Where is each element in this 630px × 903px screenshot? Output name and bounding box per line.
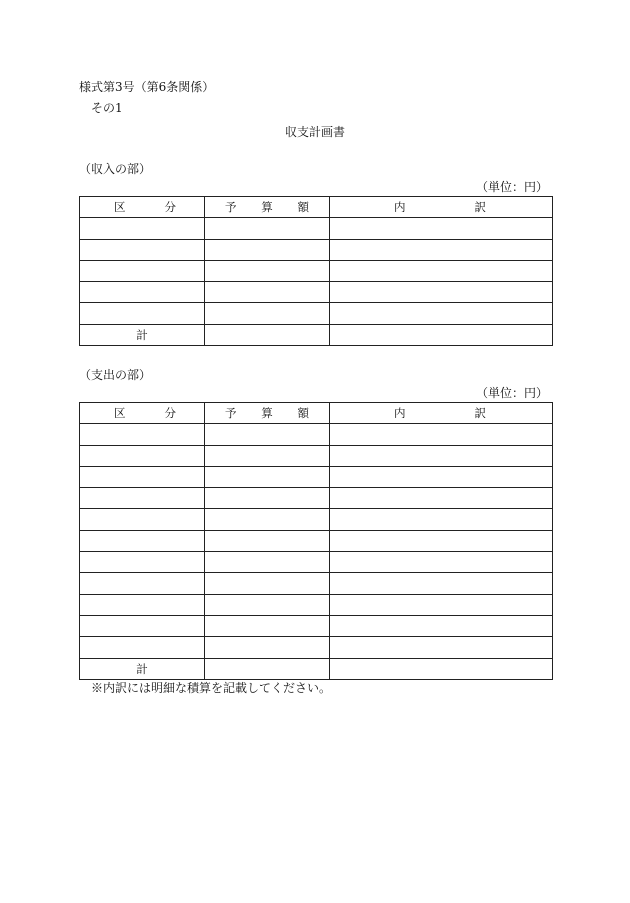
table-row (80, 424, 553, 445)
income-total-row (80, 324, 553, 345)
header-naiyo-char: 内 (394, 406, 406, 421)
header-naiyo (330, 403, 553, 424)
cell-yosan[interactable] (205, 573, 330, 594)
cell-naiyo[interactable] (330, 303, 553, 324)
header-yosan-char: 予 (225, 406, 237, 421)
cell-naiyo[interactable] (330, 488, 553, 509)
header-yosan-char: 算 (261, 406, 273, 421)
income-section-title: （収入の部） (79, 162, 152, 176)
cell-yosan[interactable] (205, 282, 330, 303)
cell-yosan[interactable] (205, 303, 330, 324)
cell-kubun[interactable] (80, 509, 205, 530)
header-yosan-char: 算 (261, 200, 273, 215)
cell-naiyo[interactable] (330, 260, 553, 281)
cell-kubun[interactable] (80, 594, 205, 615)
cell-yosan[interactable] (205, 552, 330, 573)
cell-kubun[interactable] (80, 303, 205, 324)
cell-yosan[interactable] (205, 530, 330, 551)
expense-section-title: （支出の部） (79, 368, 152, 382)
table-row (80, 573, 553, 594)
table-row (80, 530, 553, 551)
header-yosan (205, 197, 330, 218)
expense-header-row (80, 403, 553, 424)
cell-naiyo[interactable] (330, 509, 553, 530)
header-yosan (205, 403, 330, 424)
header-kubun (80, 197, 205, 218)
cell-naiyo[interactable] (330, 424, 553, 445)
table-row (80, 637, 553, 658)
document-title: 収支計画書 (285, 125, 346, 139)
total-naiyo[interactable] (330, 658, 553, 679)
header-kubun-char: 区 (114, 406, 126, 421)
cell-kubun[interactable] (80, 260, 205, 281)
cell-kubun[interactable] (80, 239, 205, 260)
total-yosan[interactable] (205, 658, 330, 679)
cell-yosan[interactable] (205, 239, 330, 260)
cell-yosan[interactable] (205, 594, 330, 615)
cell-naiyo[interactable] (330, 552, 553, 573)
header-kubun-char: 分 (164, 200, 176, 215)
cell-naiyo[interactable] (330, 218, 553, 239)
header-naiyo-char: 訳 (474, 406, 486, 421)
cell-yosan[interactable] (205, 445, 330, 466)
cell-naiyo[interactable] (330, 573, 553, 594)
cell-kubun[interactable] (80, 637, 205, 658)
header-yosan-char: 額 (297, 406, 309, 421)
footnote: ※内訳には明細な積算を記載してください。 (91, 681, 332, 695)
table-row (80, 615, 553, 636)
header-yosan-char: 額 (297, 200, 309, 215)
total-label: 計 (80, 324, 205, 345)
table-row (80, 218, 553, 239)
table-row (80, 594, 553, 615)
cell-kubun[interactable] (80, 424, 205, 445)
income-header-row (80, 197, 553, 218)
header-kubun-char: 区 (114, 200, 126, 215)
header-yosan-char: 予 (225, 200, 237, 215)
total-yosan[interactable] (205, 324, 330, 345)
cell-kubun[interactable] (80, 573, 205, 594)
cell-naiyo[interactable] (330, 615, 553, 636)
expense-unit-label: （単位：円） (476, 386, 549, 400)
cell-yosan[interactable] (205, 615, 330, 636)
cell-yosan[interactable] (205, 218, 330, 239)
cell-naiyo[interactable] (330, 637, 553, 658)
cell-kubun[interactable] (80, 615, 205, 636)
cell-yosan[interactable] (205, 424, 330, 445)
header-kubun (80, 403, 205, 424)
cell-yosan[interactable] (205, 488, 330, 509)
cell-kubun[interactable] (80, 552, 205, 573)
header-naiyo-char: 訳 (474, 200, 486, 215)
header-naiyo (330, 197, 553, 218)
cell-naiyo[interactable] (330, 282, 553, 303)
cell-naiyo[interactable] (330, 530, 553, 551)
table-row (80, 260, 553, 281)
table-row (80, 445, 553, 466)
cell-kubun[interactable] (80, 530, 205, 551)
table-row (80, 488, 553, 509)
income-table (79, 196, 553, 346)
cell-kubun[interactable] (80, 445, 205, 466)
cell-yosan[interactable] (205, 509, 330, 530)
cell-kubun[interactable] (80, 218, 205, 239)
cell-yosan[interactable] (205, 637, 330, 658)
form-sub-label: その1 (91, 101, 123, 115)
table-row (80, 552, 553, 573)
income-unit-label: （単位：円） (476, 180, 549, 194)
cell-kubun[interactable] (80, 466, 205, 487)
cell-kubun[interactable] (80, 488, 205, 509)
table-row (80, 239, 553, 260)
header-naiyo-char: 内 (394, 200, 406, 215)
total-label: 計 (80, 658, 205, 679)
cell-naiyo[interactable] (330, 239, 553, 260)
form-label: 様式第3号（第6条関係） (79, 80, 215, 94)
cell-yosan[interactable] (205, 260, 330, 281)
expense-table (79, 402, 553, 680)
cell-naiyo[interactable] (330, 594, 553, 615)
expense-total-row (80, 658, 553, 679)
table-row (80, 282, 553, 303)
cell-naiyo[interactable] (330, 445, 553, 466)
table-row (80, 509, 553, 530)
header-kubun-char: 分 (164, 406, 176, 421)
cell-naiyo[interactable] (330, 466, 553, 487)
cell-yosan[interactable] (205, 466, 330, 487)
cell-kubun[interactable] (80, 282, 205, 303)
total-naiyo[interactable] (330, 324, 553, 345)
table-row (80, 303, 553, 324)
table-row (80, 466, 553, 487)
